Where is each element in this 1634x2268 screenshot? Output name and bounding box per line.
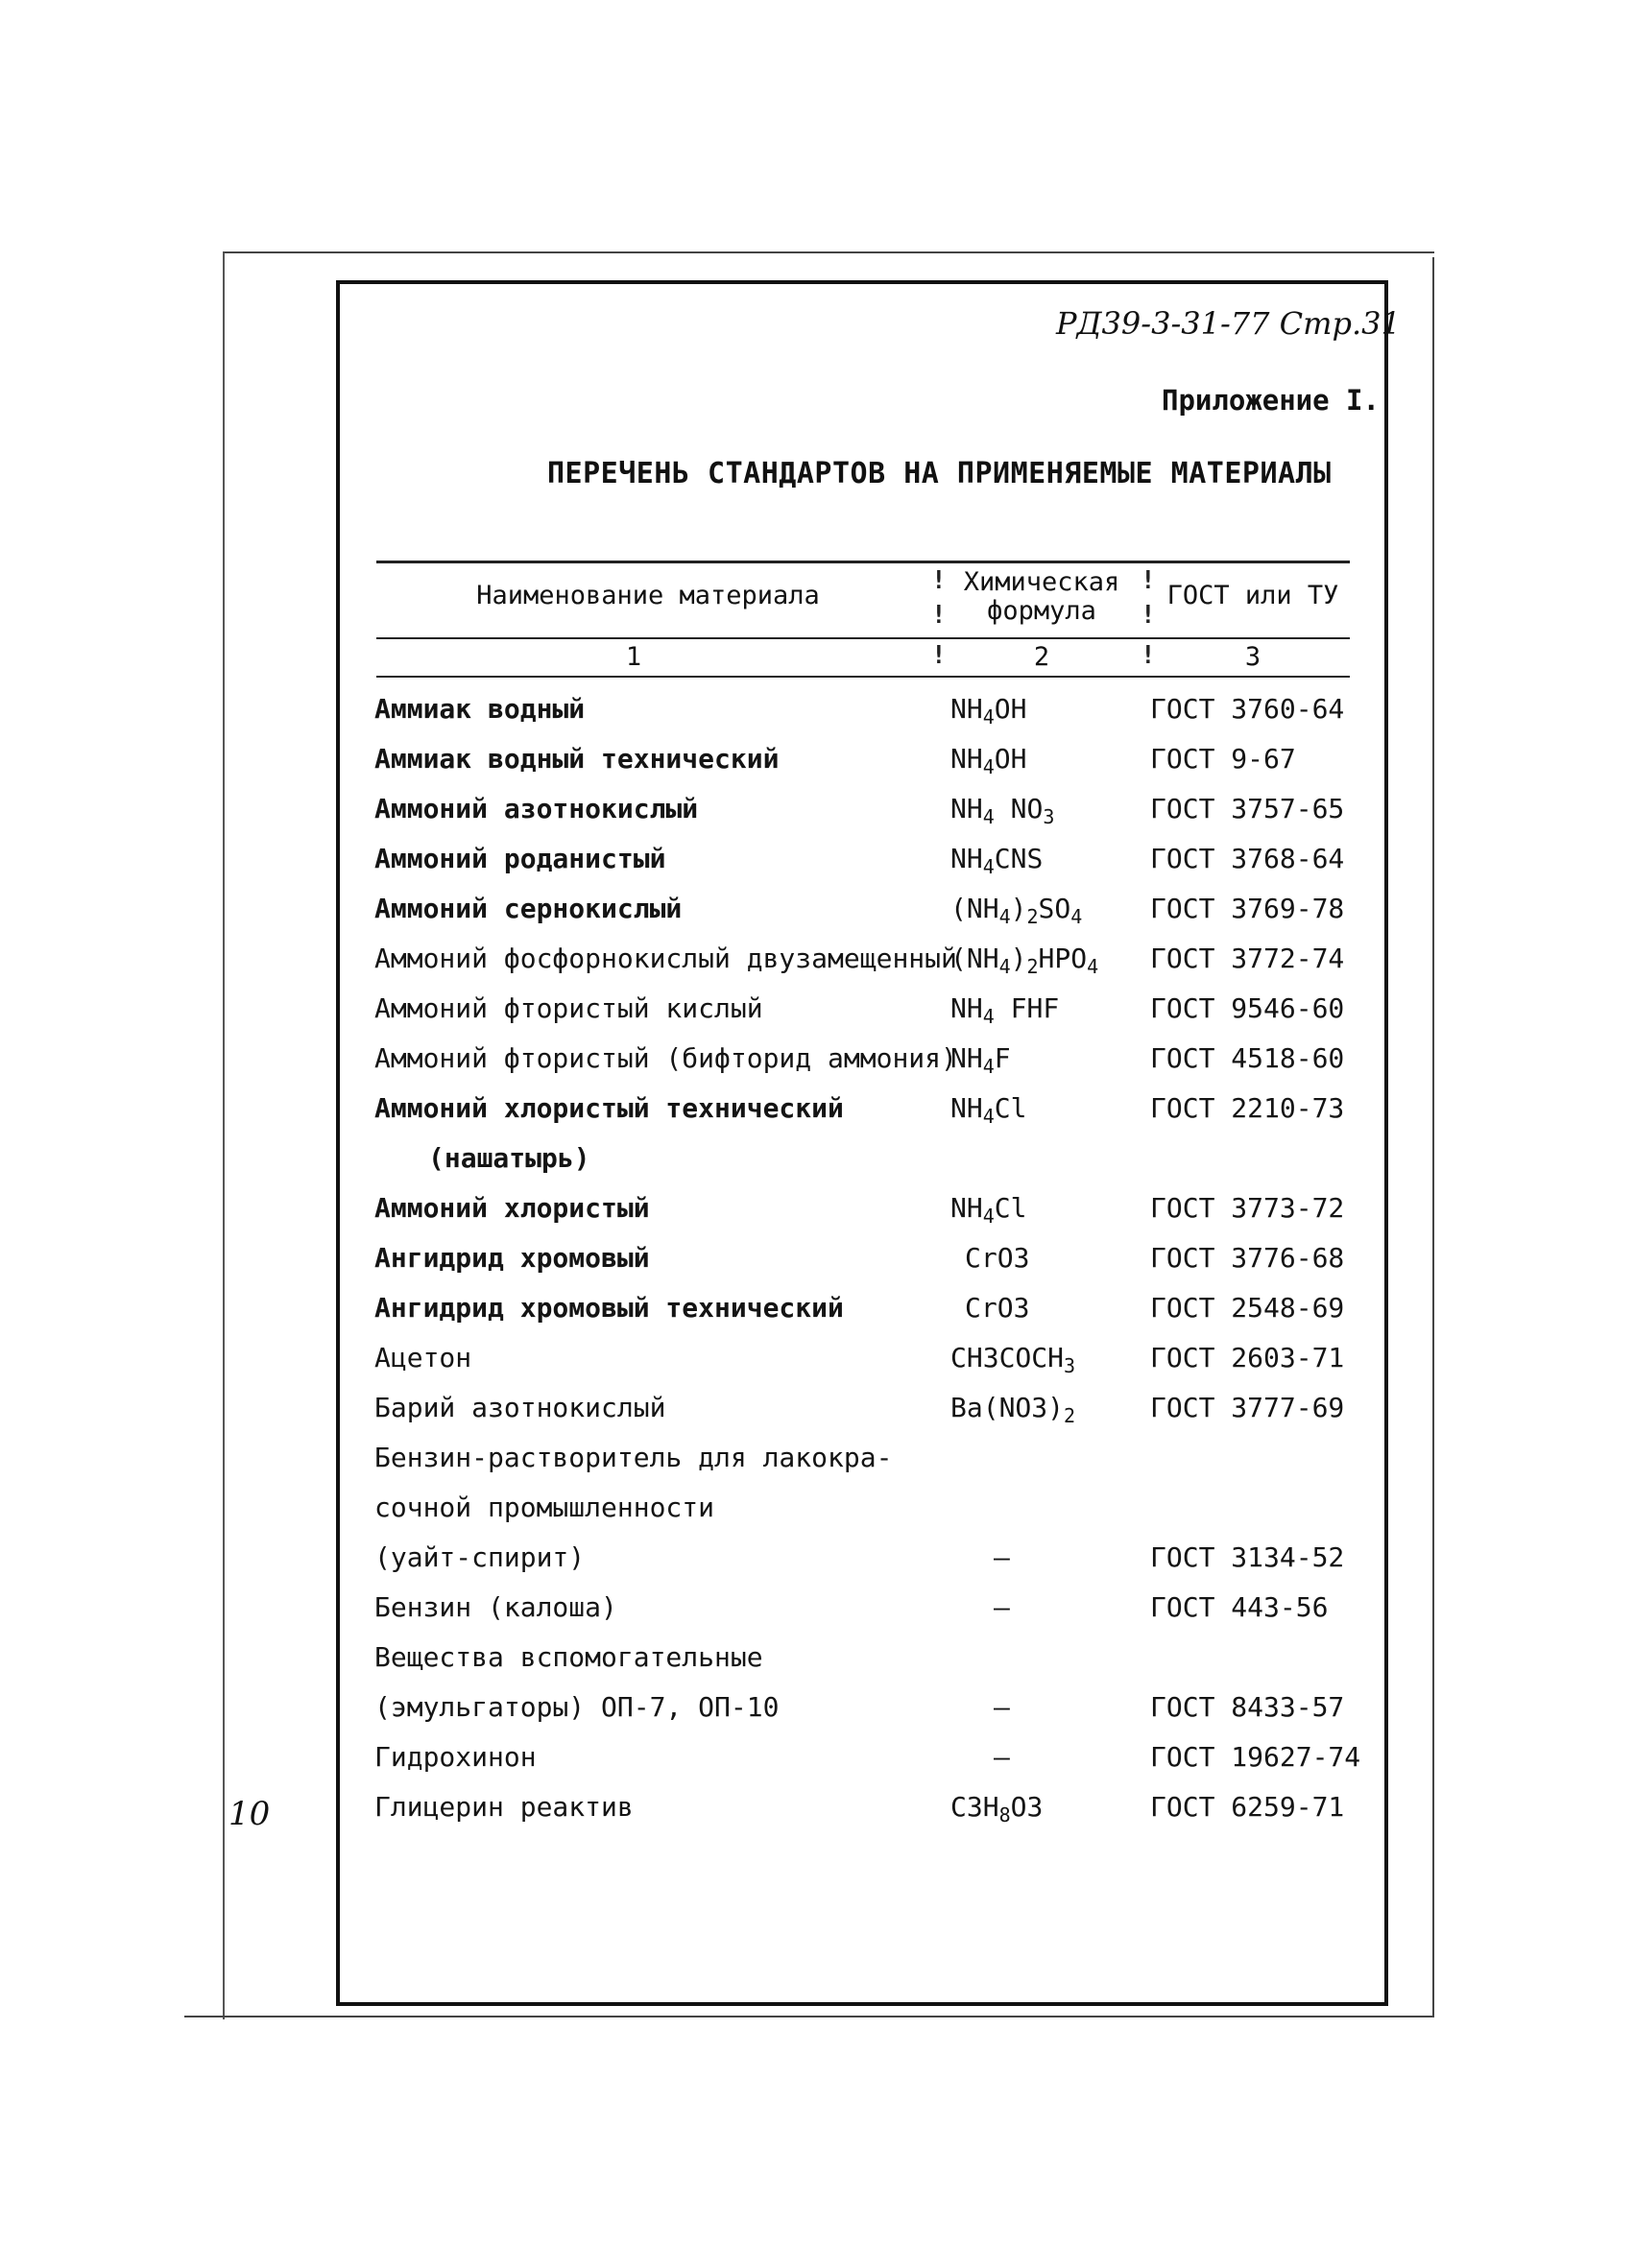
table-row-name: Аммоний фтористый кислый [374, 992, 763, 1024]
table-row-gost: ГОСТ 4518-60 [1150, 1042, 1345, 1074]
table-row-name-continuation: (эмульгаторы) ОП-7, ОП-10 [374, 1691, 780, 1723]
column-separator: ! [1141, 566, 1156, 595]
header-material-name: Наименование материала [476, 581, 820, 610]
table-row-name: Аммоний хлористый технический [374, 1092, 844, 1124]
table-row-gost: ГОСТ 19627-74 [1150, 1741, 1361, 1773]
table-row-gost: ГОСТ 6259-71 [1150, 1791, 1345, 1823]
table-row-name-continuation: (нашатырь) [428, 1142, 590, 1174]
table-row-name: Ангидрид хромовый [374, 1242, 650, 1274]
table-row-formula: – [994, 1541, 1010, 1573]
table-row-formula: $NH_4OH$ [950, 693, 1027, 728]
table-row-name: Аммоний фосфорнокислый двузамещенный [374, 943, 957, 974]
column-number-1: 1 [625, 642, 642, 672]
table-row-name: Ангидрид хромовый технический [374, 1292, 844, 1324]
table-row-gost: ГОСТ 2548-69 [1150, 1292, 1345, 1324]
table-row-formula: $NH_4Cl$ [950, 1192, 1027, 1228]
table-row-gost: ГОСТ 443-56 [1150, 1591, 1329, 1623]
table-row-name: Вещества вспомогательные [374, 1641, 763, 1673]
table-row-formula: $CH3COCH_3$ [950, 1342, 1076, 1377]
table-row-gost: ГОСТ 3776-68 [1150, 1242, 1345, 1274]
table-row-formula: $NH_4CNS$ [950, 843, 1044, 878]
column-separator: ! [931, 566, 947, 595]
header-formula-line1: Химическая [963, 567, 1120, 597]
table-row-name: Аммиак водный [374, 693, 586, 725]
table-row-formula: $NH_4$ $NO_3$ [950, 793, 1055, 828]
table-row-gost: ГОСТ 9546-60 [1150, 992, 1345, 1024]
table-row-formula: CrO3 [965, 1242, 1030, 1274]
table-row-gost: ГОСТ 3760-64 [1150, 693, 1345, 725]
column-separator: ! [931, 641, 947, 670]
table-row-formula: $NH_4F$ [950, 1042, 1011, 1078]
table-row-formula: $(NH_4)_2HPO_4$ [950, 943, 1099, 978]
document-code: РД39-3-31-77 Стр.31 [1056, 305, 1401, 342]
table-row-name: Глицерин реактив [374, 1791, 634, 1823]
table-row-gost: ГОСТ 3772-74 [1150, 943, 1345, 974]
table-row-formula: $NH_4$ FHF [950, 992, 1060, 1028]
header-formula-line2: формула [987, 596, 1096, 626]
table-row-gost: ГОСТ 3777-69 [1150, 1392, 1345, 1423]
table-row-name: Аммоний роданистый [374, 843, 666, 874]
table-row-gost: ГОСТ 2603-71 [1150, 1342, 1345, 1373]
table-row-formula: $NH_4OH$ [950, 743, 1027, 778]
table-row-name: Гидрохинон [374, 1741, 537, 1773]
table-row-formula: – [994, 1741, 1010, 1773]
column-separator: ! [1141, 641, 1156, 670]
table-row-gost: ГОСТ 3769-78 [1150, 893, 1345, 924]
table-row-name: Аммиак водный технический [374, 743, 780, 775]
table-row-gost: ГОСТ 3757-65 [1150, 793, 1345, 824]
table-row-name: Барий азотнокислый [374, 1392, 666, 1423]
table-row-name: Бензин-растворитель для лакокра- [374, 1442, 893, 1473]
table-row-formula: $NH_4Cl$ [950, 1092, 1027, 1128]
column-number-3: 3 [1244, 642, 1262, 672]
outer-frame-right [1432, 257, 1434, 2016]
table-row-name: Бензин (калоша) [374, 1591, 617, 1623]
table-row-name-continuation: (уайт-спирит) [374, 1541, 586, 1573]
table-row-name-continuation: сочной промышленности [374, 1492, 715, 1523]
table-row-formula: – [994, 1691, 1010, 1723]
column-separator: ! [1141, 601, 1156, 630]
table-row-formula: $Ba(NO3)_2$ [950, 1392, 1076, 1427]
table-row-gost: ГОСТ 8433-57 [1150, 1691, 1345, 1723]
table-row-formula: CrO3 [965, 1292, 1030, 1324]
table-head-rule [376, 637, 1350, 639]
table-row-gost: ГОСТ 3773-72 [1150, 1192, 1345, 1224]
outer-frame-bottom [184, 2016, 1434, 2017]
column-number-2: 2 [1033, 642, 1050, 672]
table-row-name: Ацетон [374, 1342, 472, 1373]
header-gost: ГОСТ или ТУ [1166, 581, 1339, 610]
column-separator: ! [931, 601, 947, 630]
document-title: ПЕРЕЧЕНЬ СТАНДАРТОВ НА ПРИМЕНЯЕМЫЕ МАТЕРИАЛЫ [547, 457, 1332, 490]
table-row-name: Аммоний хлористый [374, 1192, 650, 1224]
table-row-name: Аммоний фтористый (бифторид аммония) [374, 1042, 957, 1074]
page-number: 10 [228, 1795, 271, 1833]
table-row-gost: ГОСТ 3768-64 [1150, 843, 1345, 874]
table-row-gost: ГОСТ 3134-52 [1150, 1541, 1345, 1573]
table-row-formula: $(NH_4)_2SO_4$ [950, 893, 1083, 928]
table-num-rule [376, 676, 1350, 678]
table-row-name: Аммоний сернокислый [374, 893, 683, 924]
table-top-rule [376, 561, 1350, 563]
table-row-formula: – [994, 1591, 1010, 1623]
table-row-name: Аммоний азотнокислый [374, 793, 699, 824]
table-row-gost: ГОСТ 2210-73 [1150, 1092, 1345, 1124]
appendix-label: Приложение I. [1162, 384, 1380, 417]
table-row-formula: $C3H_8O3$ [950, 1791, 1044, 1826]
table-row-gost: ГОСТ 9-67 [1150, 743, 1296, 775]
